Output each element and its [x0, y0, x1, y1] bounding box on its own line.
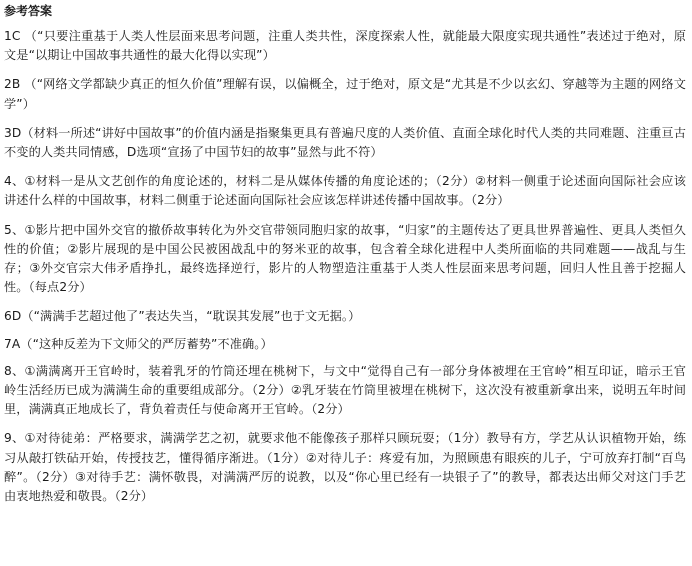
answer-3: 3D（材料一所述“讲好中国故事”的价值内涵是指聚集更具有普遍尺度的人类价值、直面全球化时代人类的共同难题、注重亘古不变的人类共同情感，D选项“宣扬了中国节妇的故事”显然与此不符） — [4, 125, 686, 160]
answer-9: 9、①对待徒弟：严格要求，满满学艺之初，就要求他不能像孩子那样只顾玩耍；（1分）教导有方，学艺从认识植物开始，练习从敲打铁砧开始，传授技艺，懂得循序渐进。（1分）②对待儿子：疼爱有加，为照顾患有眼疾的儿子，宁可放弃打制“百鸟醉”。（2分）③对待手艺：满怀敬畏，对满满严厉的说教，以及“你心里已经有一块银子了”的教导，都表达出师父对这门手艺由衷地热爱和敬畏。（2分） — [4, 431, 686, 504]
answer-5: 5、①影片把中国外交官的撤侨故事转化为外交官带领同胞归家的故事，“归家”的主题传达了更具世界普遍性、更具人类恒久性的价值；②影片展现的是中国公民被困战乱中的努米亚的故事，包含着全球化进程中人类所面临的共同难题——战乱与生存；③外交官宗大伟矛盾挣扎，最终选择逆行，影片的人物塑造注重基于人类人性层面来思考问题，回归人性且善于挖掘人性。（每点2分） — [4, 222, 686, 295]
answer-8: 8、①满满离开王官岭时，装着乳牙的竹筒还埋在桃树下，与文中“觉得自己有一部分身体被埋在王官岭”相互印证，暗示王官岭生活经历已成为满满生命的重要组成部分。（2分）②乳牙装在竹筒里被埋在桃树下，这次没有被重新拿出来，说明五年时间里，满满真正地成长了，背负着责任与使命离开王官岭。（2分） — [4, 363, 686, 417]
page-title: 参考答案 — [4, 4, 53, 18]
answer-1: 1C （“只要注重基于人类人性层面来思考问题，注重人类共性，深度探索人性，就能最大限度实现共通性”表述过于绝对，原文是“以期让中国故事共通性的最大化得以实现”） — [4, 29, 686, 63]
answer-7: 7A（“这种反差为下文师父的严厉蓄势”不准确。） — [4, 336, 273, 351]
answer-6: 6D（“满满手艺超过他了”表达失当，“耽误其发展”也于文无据。） — [4, 309, 361, 324]
answer-2: 2B （“网络文学都缺少真正的恒久价值”理解有误，以偏概全，过于绝对，原文是“尤其是不少以玄幻、穿越等为主题的网络文学”） — [4, 77, 686, 111]
answer-4: 4、①材料一是从文艺创作的角度论述的，材料二是从媒体传播的角度论述的；（2分）②材料一侧重于论述面向国际社会应该讲述什么样的中国故事，材料二侧重于论述面向国际社会应该怎样讲述传播中国故事。（2分） — [4, 174, 686, 208]
